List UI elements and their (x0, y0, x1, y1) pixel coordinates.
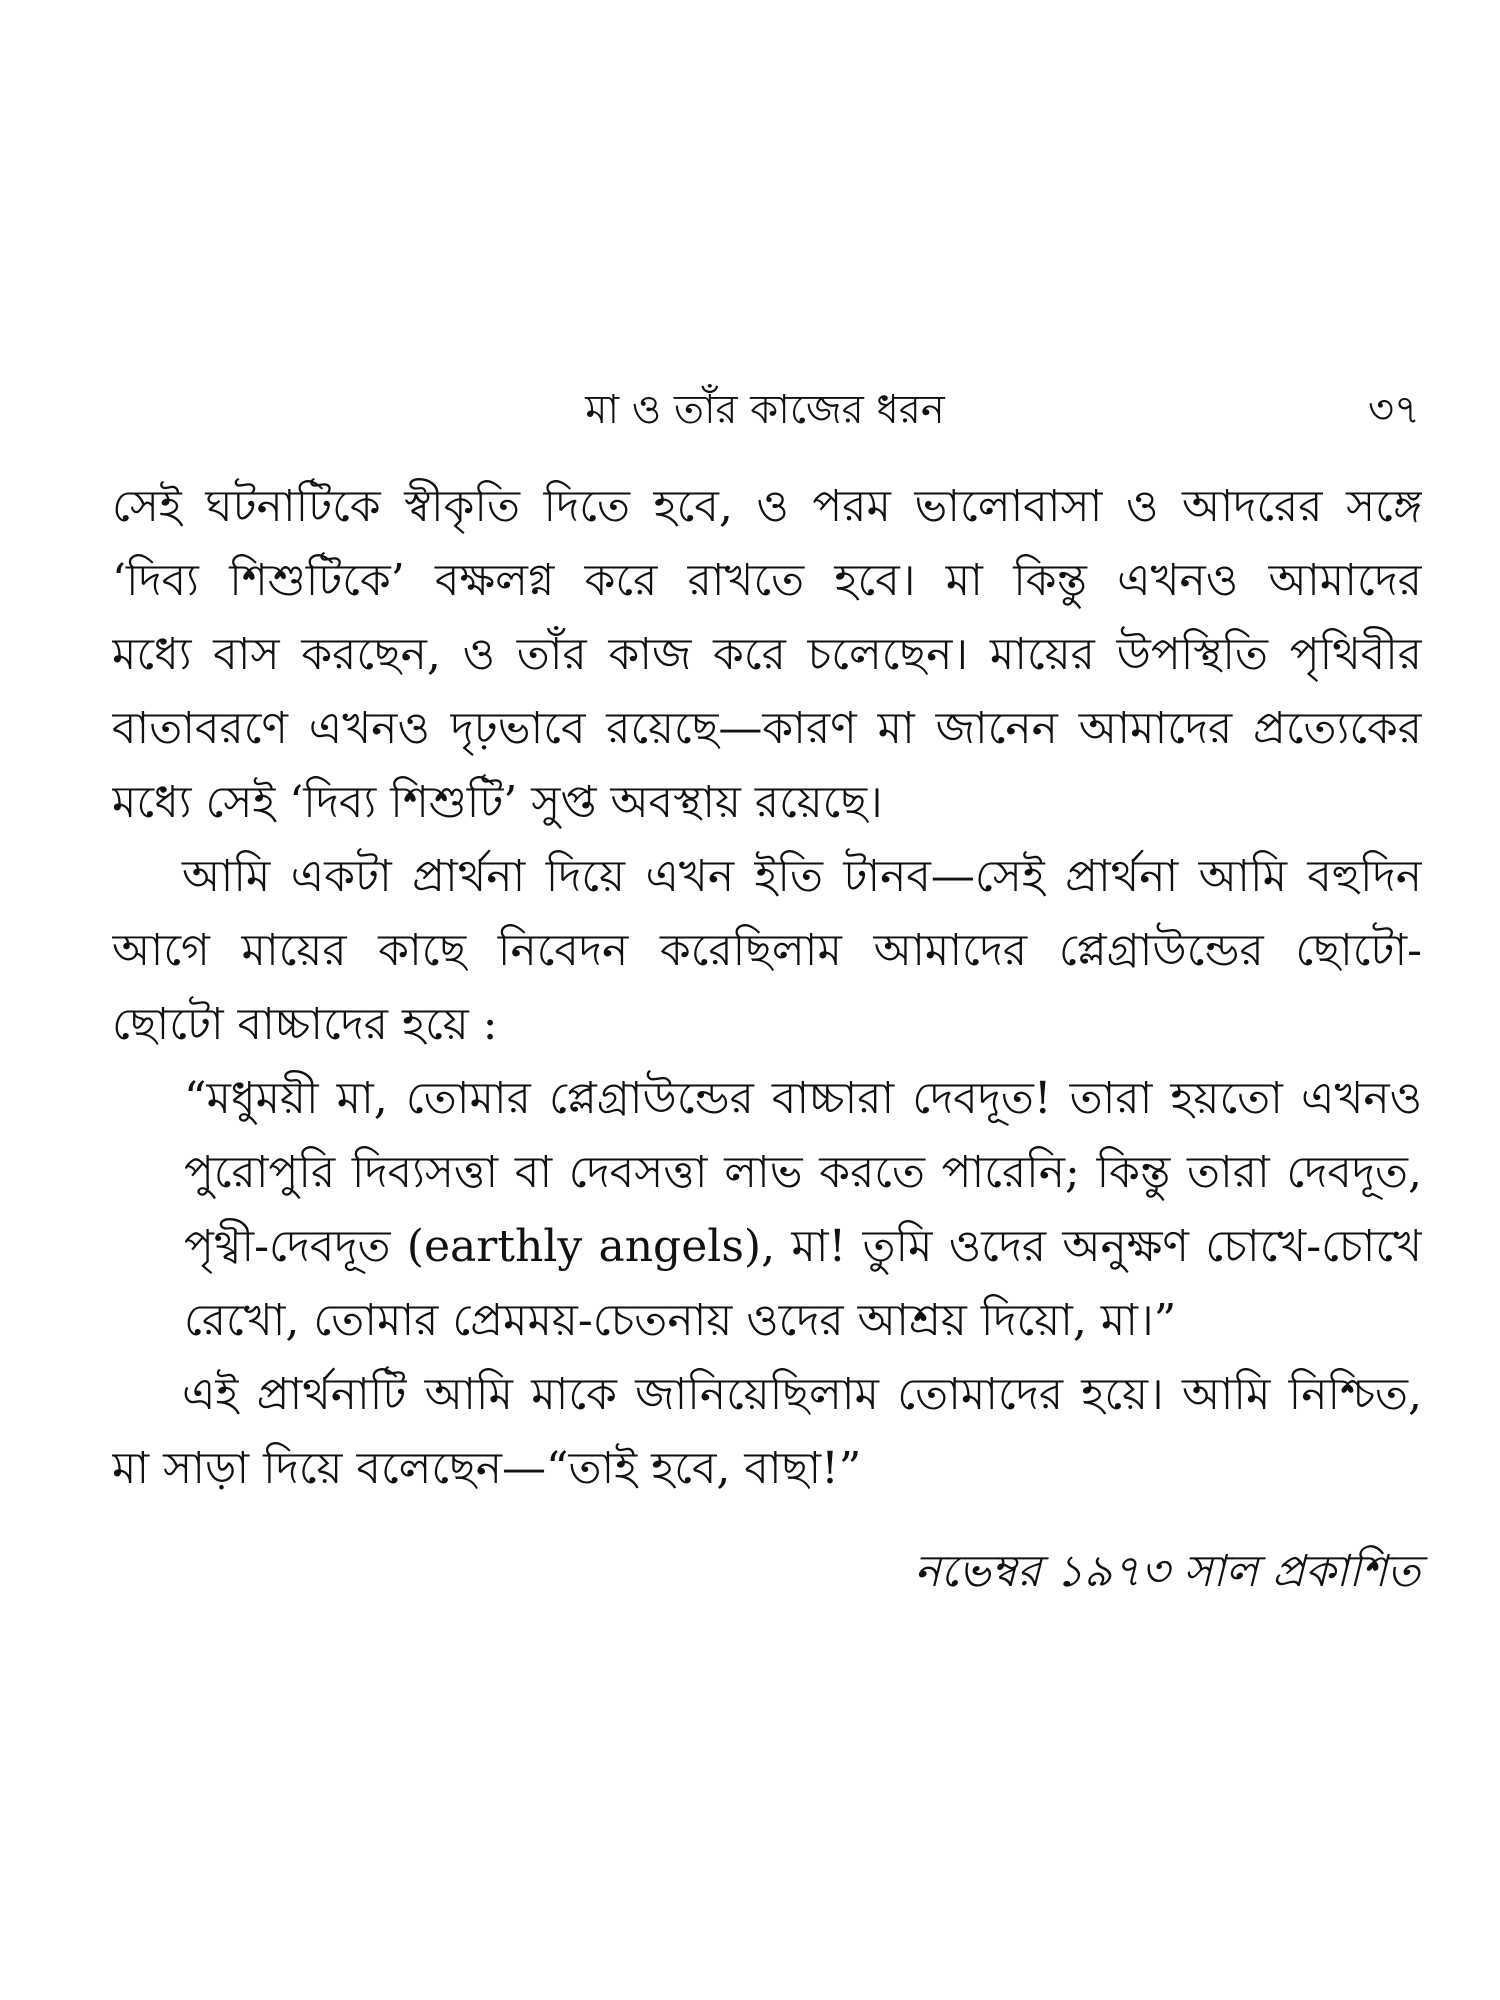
paragraph-2-line-3: ছোটো বাচ্চাদের হয়ে : (112, 999, 498, 1050)
quote-line-3: পৃথ্বী-দেবদূত (earthly angels), মা! তুমি ওদের অনুক্ষণ চোখে-চোখে (184, 1221, 1422, 1272)
paragraph-1-line-3: মধ্যে বাস করছেন, ও তাঁর কাজ করে চলেছেন। মায়ের উপস্থিতি পৃথিবীর (112, 629, 1422, 680)
paragraph-3-line-2: মা সাড়া দিয়ে বলেছেন—“তাই হবে, বাছা!” (112, 1443, 862, 1494)
quote-line-4: রেখো, তোমার প্রেমময়-চেতনায় ওদের আশ্রয় দিয়ো, মা।” (184, 1295, 1177, 1346)
body-text (112, 470, 1422, 1506)
paragraph-1-line-5: মধ্যে সেই ‘দিব্য শিশুটি’ সুপ্ত অবস্থায় রয়েছে। (112, 777, 883, 828)
page-number: ৩৭ (1367, 387, 1420, 433)
paragraph-1-line-1: সেই ঘটনাটিকে স্বীকৃতি দিতে হবে, ও পরম ভালোবাসা ও আদরের সঙ্গে (112, 481, 1422, 532)
quote-line-1: “মধুময়ী মা, তোমার প্লেগ্রাউন্ডের বাচ্চারা দেবদূত! তারা হয়তো এখনও (184, 1073, 1422, 1124)
paragraph-1-line-2: ‘দিব্য শিশুটিকে’ বক্ষলগ্ন করে রাখতে হবে। মা কিন্তু এখনও আমাদের (112, 555, 1422, 606)
quote-line-2: পুরোপুরি দিব্যসত্তা বা দেবসত্তা লাভ করতে পারেনি; কিন্তু তারা দেবদূত, (184, 1147, 1422, 1198)
chapter-title: মা ও তাঁর কাজের ধরন (585, 387, 945, 433)
publication-note: নভেম্বর ১৯৭৩ সাল প্রকাশিত (914, 1546, 1420, 1597)
paragraph-3-line-1: এই প্রার্থনাটি আমি মাকে জানিয়েছিলাম তোমাদের হয়ে। আমি নিশ্চিত, (182, 1369, 1422, 1420)
running-head (110, 380, 1420, 440)
paragraph-1-line-4: বাতাবরণে এখনও দৃঢ়ভাবে রয়েছে—কারণ মা জানেন আমাদের প্রত্যেকের (112, 703, 1422, 754)
paragraph-2-line-2: আগে মায়ের কাছে নিবেদন করেছিলাম আমাদের প্লেগ্রাউন্ডের ছোটো- (112, 925, 1422, 976)
paragraph-2-line-1: আমি একটা প্রার্থনা দিয়ে এখন ইতি টানব—সেই প্রার্থনা আমি বহুদিন (182, 851, 1422, 902)
